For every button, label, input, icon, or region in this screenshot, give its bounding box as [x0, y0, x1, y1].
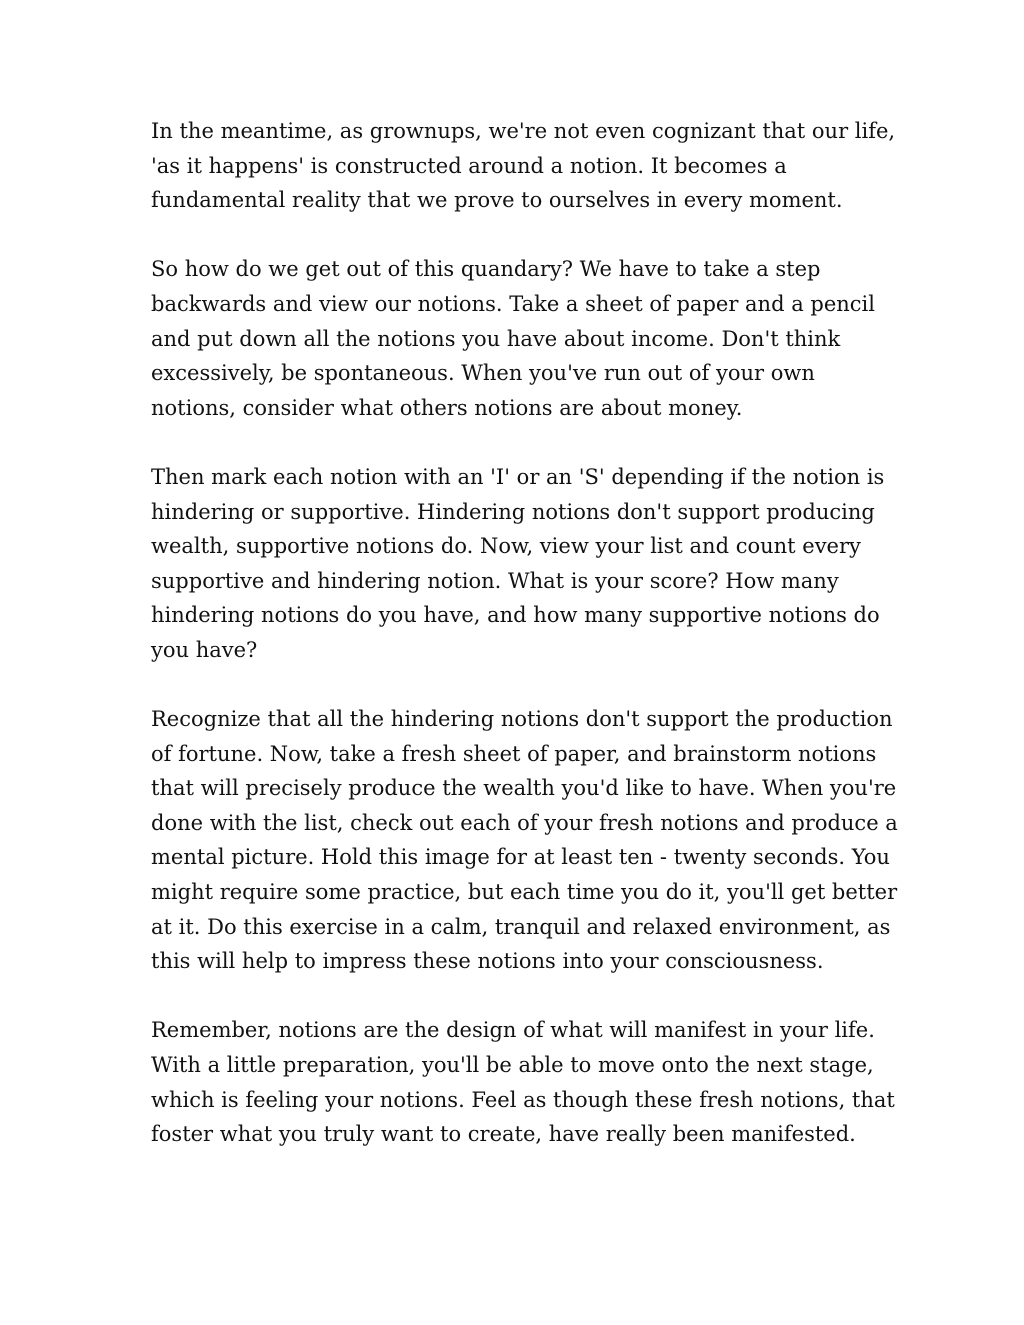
text-line: Remember, notions are the design of what will manifest in your life. — [151, 1018, 875, 1043]
text-line: With a little preparation, you'll be able to move onto the next stage, — [151, 1053, 874, 1078]
text-line: hindering notions do you have, and how many supportive notions do — [151, 603, 880, 628]
text-line: In the meantime, as grownups, we're not even cognizant that our life, — [151, 119, 896, 143]
text-line: and put down all the notions you have about income. Don't think — [151, 326, 841, 351]
text-line: at it. Do this exercise in a calm, tranquil and relaxed environment, as — [151, 914, 891, 939]
text-line: might require some practice, but each time you do it, you'll get better — [151, 880, 898, 905]
document-page — [151, 114, 898, 1186]
text-line: Then mark each notion with an 'I' or an 'S' depending if the notion is — [151, 464, 885, 489]
text-line: this will help to impress these notions into your consciousness. — [151, 949, 824, 974]
paragraph-2 — [151, 252, 881, 425]
text-line: of fortune. Now, take a fresh sheet of paper, and brainstorm notions — [151, 741, 877, 766]
text-line: mental picture. Hold this image for at least ten - twenty seconds. You — [151, 845, 890, 870]
paragraph-4 — [151, 702, 898, 979]
text-line: supportive and hindering notion. What is your score? How many — [151, 568, 839, 593]
text-line: you have? — [151, 637, 258, 662]
text-line: 'as it happens' is constructed around a notion. It becomes a — [151, 153, 787, 178]
text-line: excessively, be spontaneous. When you've run out of your own — [151, 361, 815, 386]
text-line: that will precisely produce the wealth you'd like to have. When you're — [151, 776, 897, 801]
paragraph-1 — [151, 114, 896, 218]
text-line: fundamental reality that we prove to ourselves in every moment. — [151, 188, 843, 213]
text-line: So how do we get out of this quandary? We have to take a step — [151, 257, 821, 282]
paragraph-3 — [151, 460, 885, 668]
text-line: foster what you truly want to create, have really been manifested. — [151, 1122, 856, 1147]
text-line: backwards and view our notions. Take a sheet of paper and a pencil — [151, 291, 875, 316]
text-line: Recognize that all the hindering notions don't support the production — [151, 707, 893, 732]
text-line: hindering or supportive. Hindering notions don't support producing — [151, 499, 875, 524]
text-line: wealth, supportive notions do. Now, view your list and count every — [151, 534, 861, 559]
text-line: notions, consider what others notions are about money. — [151, 395, 743, 420]
paragraph-5 — [151, 1013, 895, 1151]
text-line: done with the list, check out each of your fresh notions and produce a — [151, 810, 898, 835]
text-line: which is feeling your notions. Feel as though these fresh notions, that — [151, 1087, 895, 1112]
